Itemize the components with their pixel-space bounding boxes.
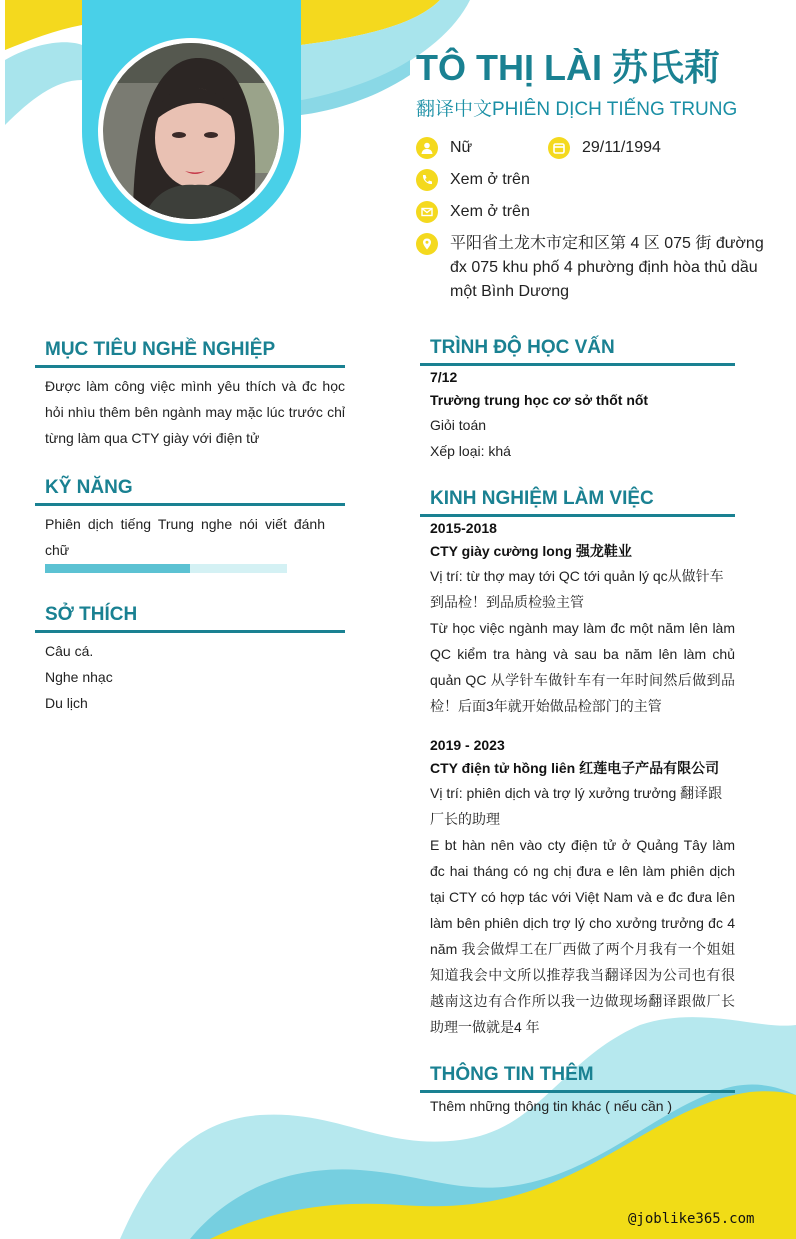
calendar-icon <box>548 137 570 159</box>
wave-top-left-light <box>5 42 82 125</box>
education-divider <box>420 363 735 366</box>
hobby-item: Nghe nhạc <box>45 669 113 685</box>
education-time: 7/12 <box>430 369 458 385</box>
experience-heading: KINH NGHIỆM LÀM VIỆC <box>430 488 654 509</box>
job-time: 2019 - 2023 <box>430 737 505 753</box>
objective-heading: MỤC TIÊU NGHỀ NGHIỆP <box>45 339 276 360</box>
skill-name: Phiên dịch tiếng Trung nghe nói viết đánh chữ <box>45 516 325 558</box>
hobby-item: Câu cá. <box>45 643 94 659</box>
address-row <box>416 232 766 304</box>
job-company: CTY điện tử hồng liên 红莲电子产品有限公司 <box>430 760 720 776</box>
skill-level-fill <box>45 564 190 573</box>
hobby-item: Du lịch <box>45 695 88 711</box>
location-pin-icon <box>416 233 438 255</box>
objective-text: Được làm công việc mình yêu thích và đc học hỏi nhìu thêm bên ngành may mặc lúc trước chỉ từng làm qua CTY giày với điện tử <box>45 378 345 446</box>
education-heading: TRÌNH ĐỘ HỌC VẤN <box>430 337 615 358</box>
hobbies-divider <box>35 630 345 633</box>
gender-value: Nữ <box>450 139 473 156</box>
candidate-name: TÔ THỊ LÀI 苏氏莉 <box>416 47 720 88</box>
gender-row <box>416 136 472 160</box>
education-detail: Giỏi toán <box>430 417 487 433</box>
birthday-row <box>548 136 661 160</box>
skills-divider <box>35 503 345 506</box>
skills-heading: KỸ NĂNG <box>45 477 133 498</box>
profile-photo <box>98 38 284 224</box>
birthday-value: 29/11/1994 <box>582 139 661 156</box>
phone-value: Xem ở trên <box>450 171 530 188</box>
user-icon <box>416 137 438 159</box>
skill-level-bar <box>45 564 287 573</box>
hobbies-heading: SỞ THÍCH <box>45 604 138 625</box>
additional-text: Thêm những thông tin khác ( nếu cần ) <box>430 1098 673 1114</box>
job-description: Từ học việc ngành may làm đc một năm lên làm QC kiểm tra hàng và sau ba năm lên làm chủ quản QC 从学针车做针车有一年时间然后做到品检！后面3年就开始做品检部门的主管 <box>430 620 735 714</box>
education-grade: Xếp loại: khá <box>430 443 511 459</box>
additional-heading: THÔNG TIN THÊM <box>430 1064 594 1085</box>
email-row <box>416 200 530 224</box>
job-description: E bt hàn nên vào cty điện tử ở Quảng Tây làm đc hai tháng có ng chị đưa e lên làm phiên dịch tại CTY có hợp tác với Việt Nam và e đc đưa lên làm bên phiên dịch trợ lý cho xưởng trưởng đc 4 năm 我会做焊工在厂西做了两个月我有一个姐姐知道我会中文所以推荐我当翻译因为公司也有很越南这边有合作所以我一边做现场翻译跟做厂长助理一做就是4 年 <box>430 837 735 1035</box>
objective-divider <box>35 365 345 368</box>
website-watermark: @joblike365.com <box>628 1211 755 1227</box>
phone-row <box>416 168 530 192</box>
job-title: 翻译中文PHIÊN DỊCH TIẾNG TRUNG <box>416 99 738 120</box>
job-time: 2015-2018 <box>430 520 497 536</box>
education-school: Trường trung học cơ sở thốt nốt <box>430 392 649 408</box>
job-position: Vị trí: phiên dịch và trợ lý xưởng trưởng 翻译跟厂长的助理 <box>430 785 723 827</box>
mail-icon <box>416 201 438 223</box>
job-position: Vị trí: từ thợ may tới QC tới quản lý qc从做针车到品检！到品质检验主管 <box>430 568 724 610</box>
address-value: 平阳省土龙木市定和区第 4 区 075 街 đường đx 075 khu phố 4 phường định hòa thủ dầu một Bình Dương <box>450 235 764 300</box>
avatar-image <box>103 43 279 219</box>
email-value: Xem ở trên <box>450 203 530 220</box>
job-company: CTY giày cường long 强龙鞋业 <box>430 543 632 559</box>
phone-icon <box>416 169 438 191</box>
